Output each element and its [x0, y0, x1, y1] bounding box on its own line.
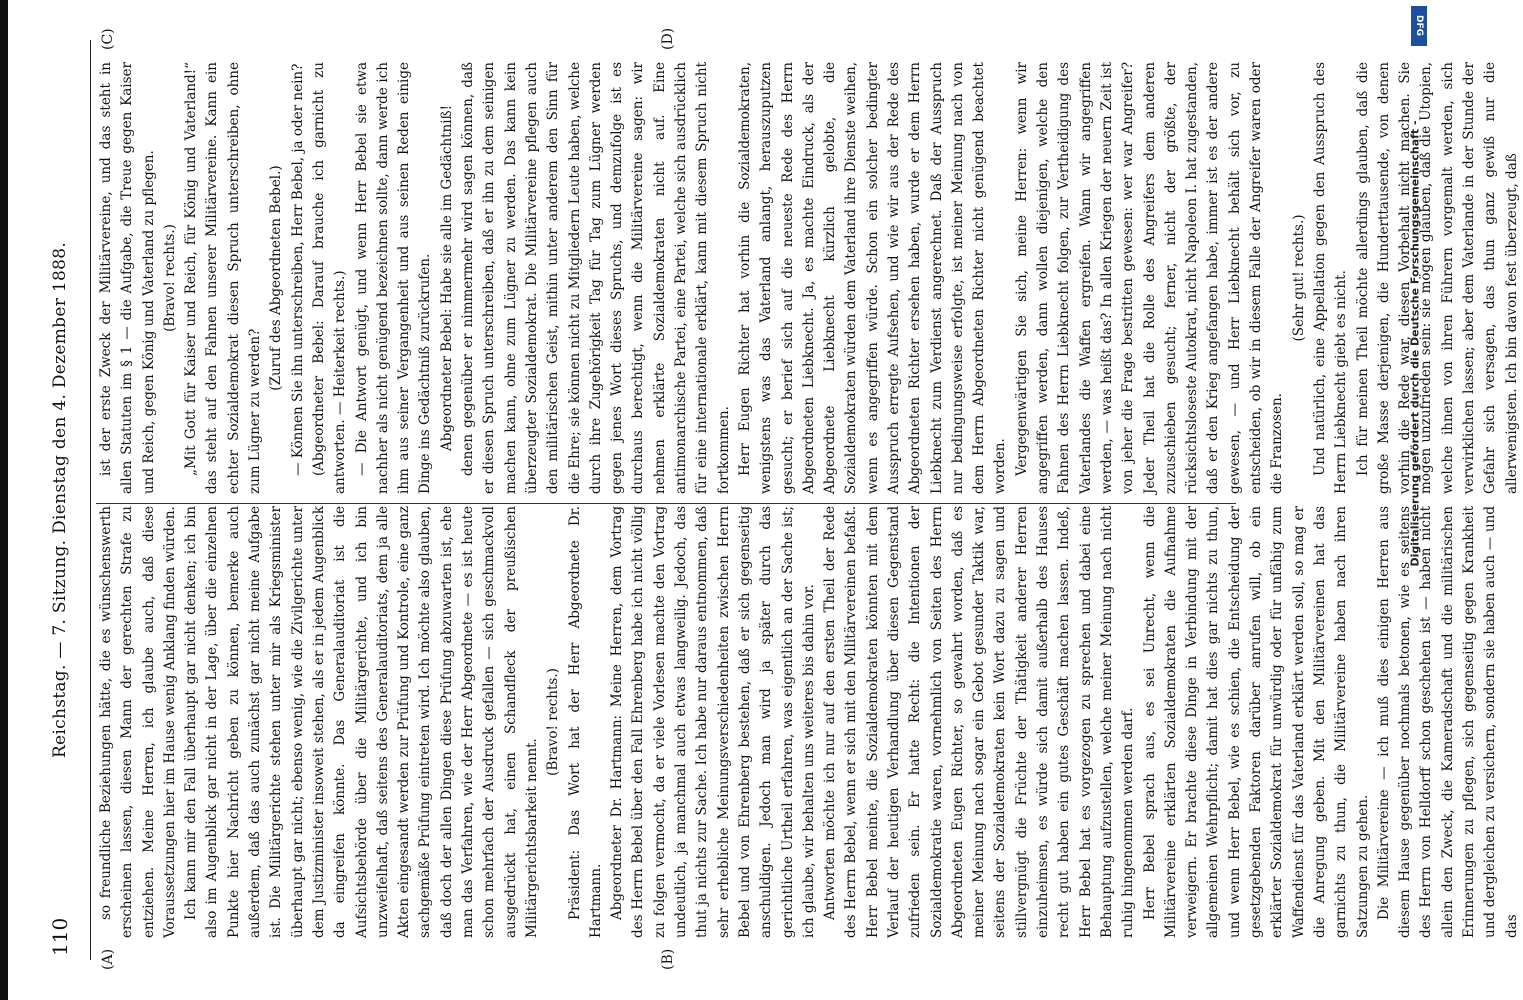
- paragraph: (Abgeordneter Bebel: Darauf brauche ich garnicht zu antworten. — Heiterkeit rechts.): [310, 62, 349, 494]
- interjection: (Sehr gut! rechts.): [1290, 214, 1307, 342]
- paragraph: — Die Antwort genügt, und wenn Herr Bebel sie etwa nachher als nicht genügend bezeichnen sollte, dann werde ich ihm aus seiner Vergangenheit und aus seinen Reden einige Dinge ins Gedächtniß zurückrufen.: [353, 62, 434, 494]
- margin-marker-a: (A): [100, 948, 116, 970]
- margin-marker-c: (C): [100, 28, 116, 50]
- credit-text: Digitalisierung gefördert durch die Deutsche Forschungsgemeinschaft -: [1408, 120, 1422, 567]
- interjection: Abgeordneter Bebel: Habe sie alle im Gedächtniß!: [438, 104, 455, 452]
- margin-marker-d: (D): [660, 27, 676, 50]
- header-rule: [90, 40, 91, 960]
- page-number: 110: [48, 917, 72, 956]
- text-column-left: [96, 506, 1520, 938]
- header-title: Reichstag. — 7. Sitzung. Dienstag den 4. Dezember 1888.: [50, 241, 70, 759]
- paragraph: Vergegenwärtigen Sie sich, meine Herren: wenn wir angegriffen werden, dann wollen diejenigen, welche den Fahnen des Herrn Liebknecht folgen, zur Vertheidigung des Vaterlandes die Waffen ergreifen. Wann wir angegriffen werden, — was heißt das? In allen Kriegen der neuern Zeit ist von jeher die Frage bestritten gewesen: wer war Angreifer? Jeder Theil hat die Rolle des Angreifers dem anderen zuzuschieben gesucht; ferner, nicht der größte, der rücksichtsloseste Autokrat, nicht Napoleon I. hat zugestanden, daß er den Krieg angefangen habe, immer ist es der andere gewesen, — und Herr Liebknecht behält sich vor, zu entscheiden, ob wir in diesem Falle der Angreifer waren oder die Franzosen.: [1013, 62, 1286, 494]
- dfg-logo: DFG: [1411, 6, 1427, 46]
- interjection: (Zuruf des Abgeordneten Bebel.): [268, 165, 285, 391]
- column-divider: [96, 503, 1236, 504]
- margin-marker-b: (B): [660, 948, 676, 970]
- paragraph: Ich kann mir den Fall überhaupt gar nicht denken; ich bin also im Augenblick gar nicht in der Lage, über die einzelnen Punkte hier Nachricht geben zu können, bemerke auch außerdem, daß das auch zunächst gar nicht meine Aufgabe ist. Die Militärgerichte stehen unter mir als Kriegsminister überhaupt gar nicht; ebenso wenig, wie die Zivilgerichte unter dem Justizminister insoweit stehen, als er in jedem Augenblick da eingreifen könnte. Das Generalauditoriat ist die Aufsichtsbehörde über die Militärgerichte, und ich bin unzweifelhaft, daß seitens des Generalauditoriats, dem ja alle Akten eingesandt werden zur Prüfung und Kontrole, eine ganz sachgemäße Prüfung eintreten wird. Ich möchte also glauben, daß doch der allen Dingen diese Prüfung abzuwarten ist, ehe man das Verfahren, wie der Herr Abgeordnete — es ist heute schon mehrfach der Ausdruck gefallen — sich geschmackvoll ausgedrückt hat, einen Schandfleck der preußischen Militärgerichtsbarkeit nennt.: [183, 506, 540, 938]
- paragraph: Herr Eugen Richter hat vorhin die Sozialdemokraten, wenigstens was das Vaterland anlangt, herauszuputzen gesucht; er berief sich auf die neueste Rede des Herrn Abgeordneten Liebknecht. Ja, es machte Eindruck, als der Abgeordnete Liebknecht kürzlich gelobte, die Sozialdemokraten würden dem Vaterland ihre Dienste weihen, wenn es angegriffen würde. Schon ein solcher bedingter Ausspruch erregte Aufsehen, und wie wir aus der Rede des Abgeordneten Richter ersehen haben, wurde er dem Herrn Liebknecht zum Verdienst angerechnet. Daß der Ausspruch nur bedingungsweise erfolgte, ist meiner Meinung nach von dem Herrn Abgeordneten Richter nicht genügend beachtet worden.: [736, 62, 1009, 494]
- paragraph: Die Militärvereine — ich muß dies einigen Herren aus diesem Hause gegenüber nochmals betonen, wie es seitens des Herrn von Helldorff schon geschehen ist — haben nicht allein den Zweck, die Kameradschaft und die militärischen Erinnerungen zu pflegen, sich gegenseitig gegen Krankheit und dergleichen zu versichern, sondern sie haben auch — und das: [1375, 506, 1520, 938]
- paragraph: Präsident: Das Wort hat der Herr Abgeordnete Dr. Hartmann.: [566, 506, 604, 938]
- paragraph: Abgeordneter Dr. Hartmann: Meine Herren, dem Vortrag des Herrn Bebel über den Fall Ehrenberg habe ich nicht völlig zu folgen vermocht, da er viele Vorlesen machte den Vortrag undeutlich, ja manchmal auch etwas langweilig. Jedoch, das thut ja nichts zur Sache. Ich habe nur daraus entnommen, daß sehr erhebliche Meinungsverschiedenheiten zwischen Herrn Bebel und von Ehrenberg bestehen, daß er sich gegenseitig anschuldigen. Jedoch man wird ja später durch das gerichtliche Urtheil erfahren, was eigentlich an der Sache ist; ich glaube, wir behalten uns weiteres bis dahin vor.: [609, 506, 817, 938]
- interjection: (Bravo! rechts.): [161, 224, 178, 332]
- funding-credit: [1405, 0, 1432, 1000]
- interjection: (Bravo! rechts.): [545, 668, 562, 776]
- paragraph: denen gegenüber er nimmermehr wird sagen können, daß er diesen Spruch unterschreiben, daß er ihn zu dem seinigen machen kann, ohne zum Lügner zu werden. Das kann kein überzeugter Sozialdemokrat. Die Militärvereine pflegen auch den militärischen Geist, mithin unter anderem den Sinn für die Ehre; sie können nicht zu Mitgliedern Leute haben, welche durch ihre Zugehörigkeit Tag für Tag zum Lügner werden gegen jenes Wort dieses Spruchs, und demzufolge ist es durchaus berechtigt, wenn die Militärvereine sagen: wir nehmen erklärte Sozialdemokraten nicht auf. Eine antimonarchische Partei, eine Partei, welche sich ausdrücklich für eine internationale erklärt, kann mit diesem Spruch nicht fortkommen.: [460, 62, 732, 494]
- paragraph: — Können Sie ihn unterschreiben, Herr Bebel, ja oder nein?: [289, 63, 306, 476]
- paragraph: „Mit Gott für Kaiser und Reich, für König und Vaterland!“ das steht auf den Fahnen unserer Militärvereine. Kann ein echter Sozialdemokrat diesen Spruch unterschreiben, ohne zum Lügner zu werden?: [183, 62, 264, 494]
- paragraph: Und natürlich, eine Appellation gegen den Ausspruch des Herrn Liebknecht giebt es nicht.: [1311, 62, 1350, 494]
- paragraph: Antworten möchte ich nur auf den ersten Theil der Rede des Herrn Bebel, wenn er sich mit den Militärvereinen befaßt. Herr Bebel meinte, die Sozialdemokraten könnten mit dem Verlauf der heutigen Verhandlung über diesen Gegenstand zufrieden sein. Er hatte Recht: die Intentionen der Sozialdemokratie waren, vornehmlich von Seiten des Herrn Abgeordneten Eugen Richter, so gewahrt worden, daß es meiner Meinung nach sogar ein Gebot gesunder Taktik war, seitens der Sozialdemokraten kein Wort dazu zu sagen und stillvergnügt die Früchte der Thätigkeit anderer Herren einzuheimsen, es würde sich damit außerhalb des Hauses recht gut haben ein gutes Geschäft machen lassen. Indeß, Herr Bebel hat es vorgezogen zu sprechen und dabei eine Behauptung aufzustellen, welche meiner Meinung nach nicht ruhig hingenommen werden darf.: [822, 506, 1137, 938]
- paragraph: so freundliche Beziehungen hätte, die es wünschenswerth erscheinen lassen, diesen Mann der gerechten Strafe zu entziehen. Meine Herren, ich glaube auch, daß diese Voraussetzungen hier im Hause wenig Anklang finden würden.: [98, 506, 178, 938]
- paragraph: ist der erste Zweck der Militärvereine, und das steht in allen Statuten im § 1 — die Aufgabe, die Treue gegen Kaiser und Reich, gegen König und Vaterland zu pflegen.: [98, 62, 157, 494]
- paragraph: Ich für meinen Theil möchte allerdings glauben, daß die große Masse derjenigen, die Hunderttausende, von denen vorhin die Rede war, diesen Vorbehalt nicht machen. Sie mögen unzufrieden sein: sie mögen glauben, daß die Utopien, welche ihnen von ihren Führern vorgemalt werden, sich verwirklichen lassen; aber dem Vaterlande in der Stunde der Gefahr sich versagen, das thun ganz gewiß nur die allerwenigsten. Ich bin davon fest überzeugt, daß: [1354, 62, 1520, 494]
- paragraph: Herr Bebel sprach aus, es sei Unrecht, wenn die Militärvereine erklärten Sozialdemokraten die Aufnahme verweigern. Er brachte diese Dinge in Verbindung mit der allgemeinen Wehrpflicht; damit hat dies gar nichts zu thun, und wenn Herr Bebel, wie es schien, die Entscheidung der gesetzgebenden Faktoren darüber anrufen will, ob ein erklärter Sozialdemokrat für unwürdig oder für unfähig zum Waffendienst für das Vaterland erklärt werden soll, so mag er die Anregung geben. Mit den Militärvereinen hat das garnichts zu thun, die Militärvereine haben nach ihren Satzungen zu gehen.: [1141, 506, 1371, 938]
- page-header: [40, 40, 80, 960]
